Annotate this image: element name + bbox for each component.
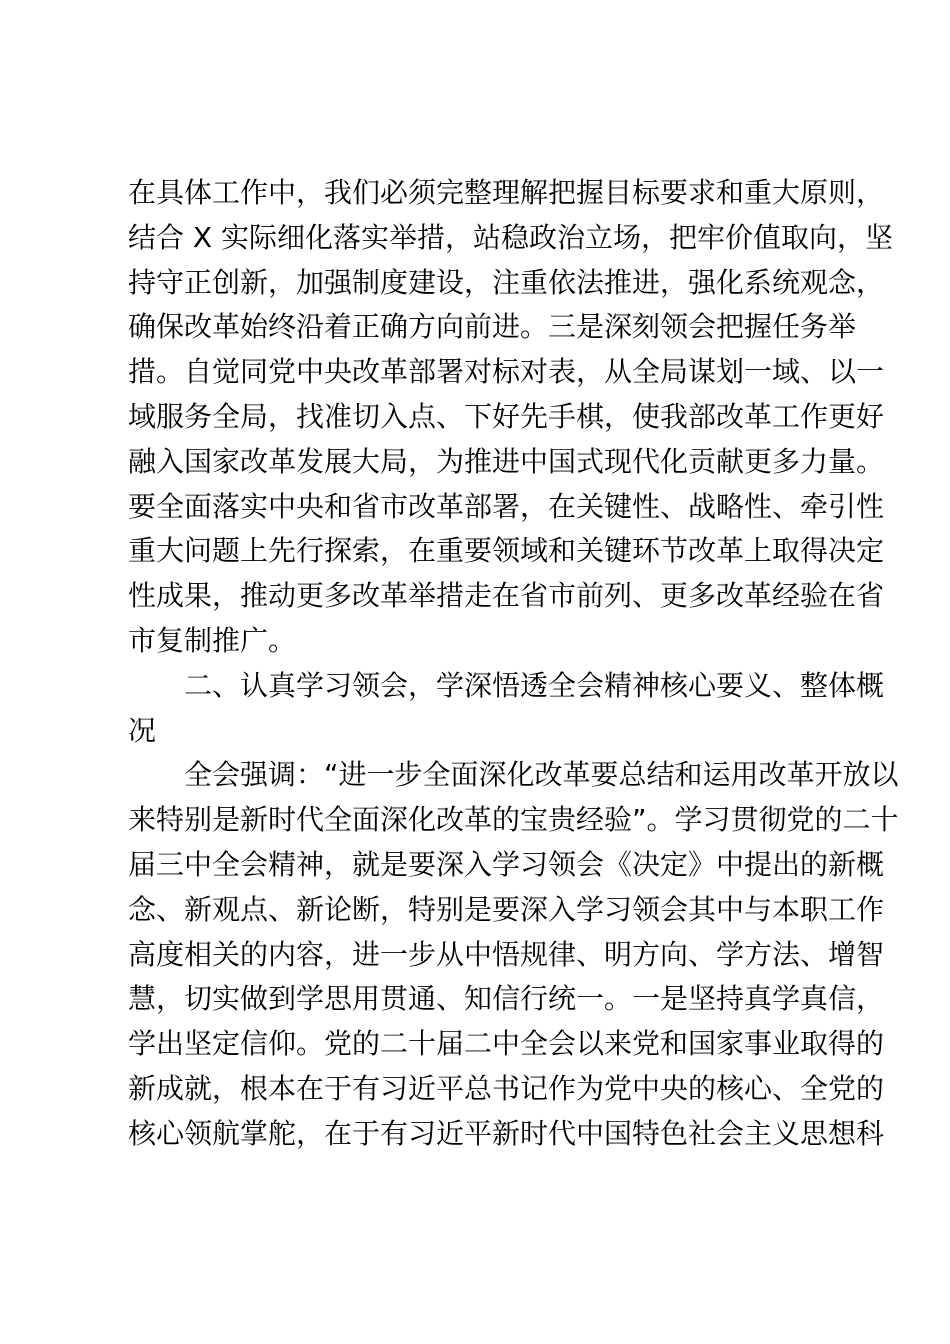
body-line: 慧，切实做到学思用贯通、知信行统一。一是坚持真学真信，: [128, 982, 885, 1016]
document-body: [128, 171, 899, 1157]
body-line: 来特别是新时代全面深化改革的宝贵经验”。学习贯彻党的二十: [128, 803, 899, 837]
body-line: 在具体工作中，我们必须完整理解把握目标要求和重大原则，: [128, 176, 885, 209]
body-line: 届三中全会精神，就是要深入学习领会《决定》中提出的新概: [128, 847, 885, 881]
body-line: 重大问题上先行探索，在重要领域和关键环节改革上取得决定: [128, 534, 885, 568]
body-line: 要全面落实中央和省市改革部署，在关键性、战略性、牵引性: [128, 489, 885, 523]
section-heading-line: 二、认真学习领会，学深悟透全会精神核心要义、整体概: [184, 668, 885, 702]
body-line: 措。自觉同党中央改革部署对标对表，从全局谋划一域、以一: [128, 355, 885, 389]
body-line: 性成果，推动更多改革举措走在省市前列、更多改革经验在省: [128, 579, 885, 613]
body-line: 念、新观点、新论断，特别是要深入学习领会其中与本职工作: [128, 892, 885, 926]
body-line: 融入国家改革发展大局，为推进中国式现代化贡献更多力量。: [128, 444, 885, 478]
body-line: 新成就，根本在于有习近平总书记作为党中央的核心、全党的: [128, 1071, 885, 1105]
body-line: 市复制推广。: [128, 623, 297, 657]
body-line: 持守正创新，加强制度建设，注重依法推进，强化系统观念，: [128, 265, 885, 299]
body-line: 学出坚定信仰。党的二十届二中全会以来党和国家事业取得的: [128, 1027, 885, 1061]
body-line: 确保改革始终沿着正确方向前进。三是深刻领会把握任务举: [128, 310, 857, 344]
body-line: 域服务全局，找准切入点、下好先手棋，使我部改革工作更好: [128, 399, 885, 433]
body-line: 高度相关的内容，进一步从中悟规律、明方向、学方法、增智: [128, 937, 885, 971]
body-line: 结合 X 实际细化落实举措，站稳政治立场，把牢价值取向，坚: [128, 220, 893, 254]
body-line: 核心领航掌舵，在于有习近平新时代中国特色社会主义思想科: [128, 1116, 885, 1150]
section-heading-line: 况: [128, 713, 157, 747]
body-line: 全会强调：“进一步全面深化改革要总结和运用改革开放以: [184, 758, 899, 792]
